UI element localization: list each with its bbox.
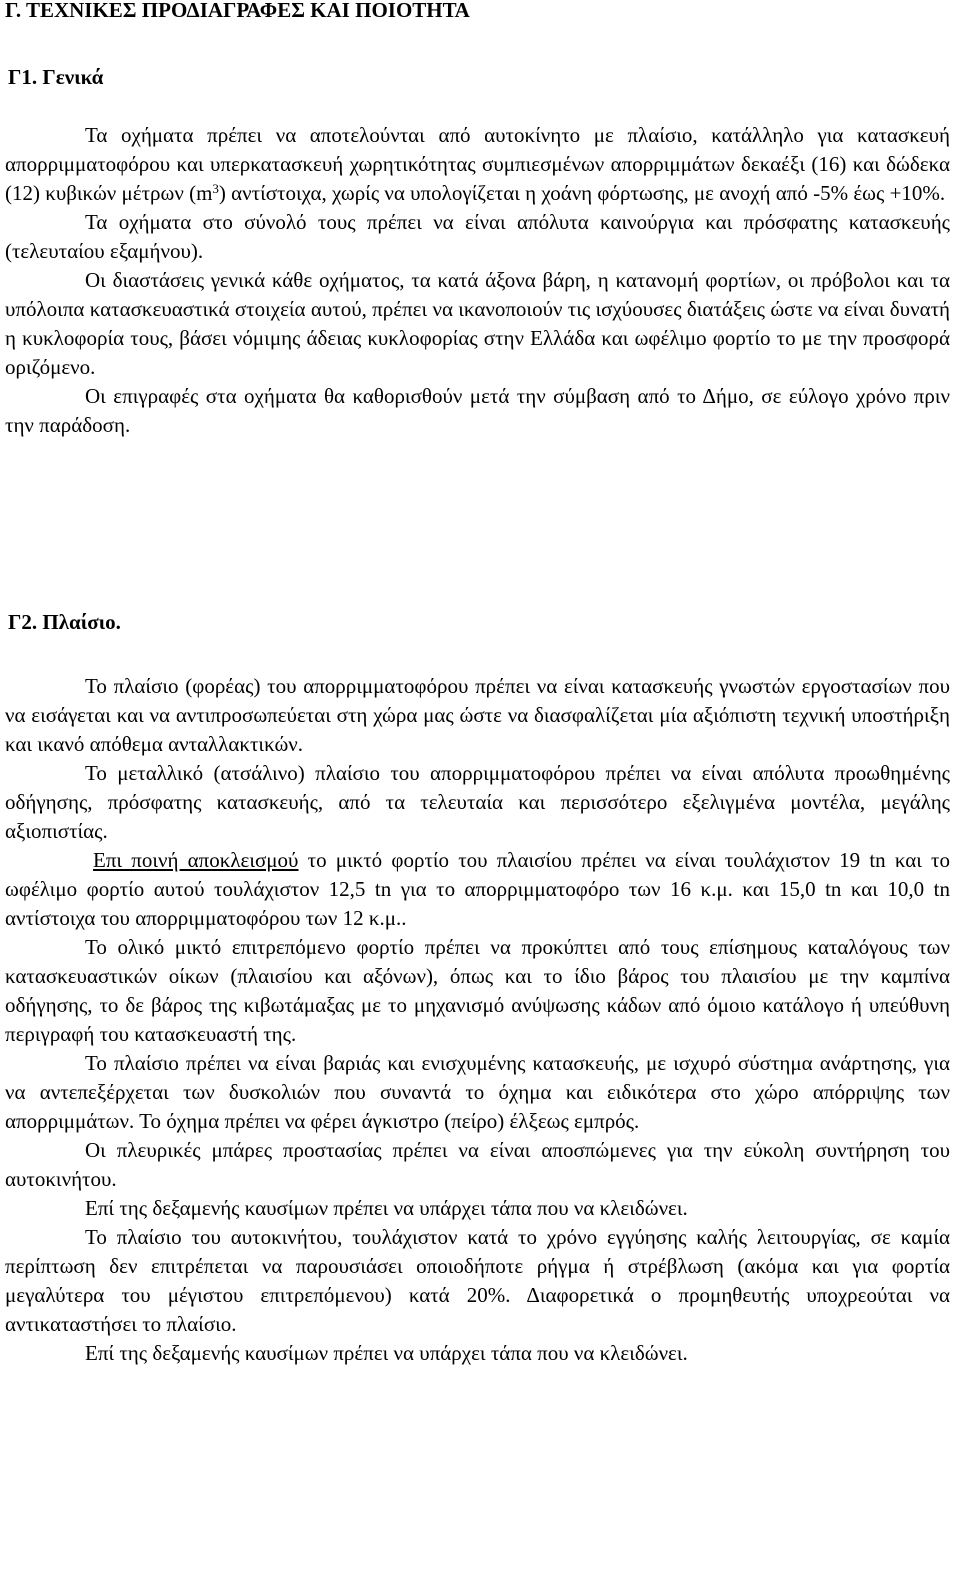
document-page (5, 0, 951, 1365)
paragraph: Το πλαίσιο (φορέας) του απορριμματοφόρου πρέπει να είναι κατασκευής γνωστών εργοστασίων που να εισάγεται και να αντιπροσωπεύεται στη χώρα μας ώστε να διασφαλίζεται μία αξιόπιστη τεχνική υποστήριξη και ικανό απόθεμα ανταλλακτικών. (5, 674, 950, 756)
paragraph: Το πλαίσιο πρέπει να είναι βαριάς και ενισχυμένης κατασκευής, με ισχυρό σύστημα ανάρτησης, για να αντεπεξέρχεται των δυσκολιών που συναντά το όχημα και ειδικότερα στο χώρο απόρριψης των απορριμμάτων. Το όχημα πρέπει να φέρει άγκιστρο (πείρο) έλξεως εμπρός. (5, 1051, 950, 1133)
underlined-text: Επι ποινή αποκλεισμού (93, 848, 299, 872)
paragraph: Επί της δεξαμενής καυσίμων πρέπει να υπάρχει τάπα που να κλειδώνει. (85, 1341, 688, 1365)
section-chassis-body (5, 672, 950, 1368)
paragraph: Τα οχήματα στο σύνολό τους πρέπει να είναι απόλυτα καινούργια και πρόσφατης κατασκευής (τελευταίου εξαμήνου). (5, 210, 950, 263)
paragraph-text: το μικτό φορτίο του πλαισίου πρέπει να είναι τουλάχιστον 19 tn και το ωφέλιμο φορτίο αυτού τουλάχιστον 12,5 tn για το απορριμματοφόρο των 16 κ.μ. και 15,0 tn και 10,0 tn αντίστοιχα του απορριμματοφόρου των 12 κ.μ.. (5, 848, 951, 930)
paragraph: Οι επιγραφές στα οχήματα θα καθορισθούν μετά την σύμβαση από το Δήμο, σε εύλογο χρόνο πριν την παράδοση. (5, 384, 950, 437)
paragraph: Το μεταλλικό (ατσάλινο) πλαίσιο του απορριμματοφόρου πρέπει να είναι απόλυτα προωθημένης οδήγησης, πρόσφατης κατασκευής, από τα τελευταία και περισσότερο εξελιγμένα μοντέλα, μεγάλης αξιοπιστίας. (5, 761, 950, 843)
paragraph-text: Τα οχήματα πρέπει να αποτελούνται από αυτοκίνητο με πλαίσιο, κατάλληλο για κατασκευή απορριμματοφόρου και υπερκατασκευή χωρητικότητας συμπιεσμένων απορριμμάτων δεκαέξι (16) και δώδεκα (12) κυβικών μέτρων (m (5, 123, 950, 205)
paragraph (5, 121, 950, 208)
paragraph (5, 846, 950, 933)
document-heading: Γ. ΤΕΧΝΙΚΕΣ ΠΡΟΔΙΑΓΡΑΦΕΣ ΚΑΙ ΠΟΙΟΤΗΤΑ (5, 0, 470, 22)
paragraph-text: ) αντίστοιχα, χωρίς να υπολογίζεται η χοάνη φόρτωσης, με ανοχή από -5% έως +10%. (218, 181, 946, 205)
section-title-chassis: Γ2. Πλαίσιο. (8, 610, 121, 634)
section-title-general: Γ1. Γενικά (8, 65, 104, 89)
paragraph: Επί της δεξαμενής καυσίμων πρέπει να υπάρχει τάπα που να κλειδώνει. (85, 1196, 688, 1220)
paragraph: Το πλαίσιο του αυτοκινήτου, τουλάχιστον κατά το χρόνο εγγύησης καλής λειτουργίας, σε καμία περίπτωση δεν επιτρέπεται να παρουσιάσει οποιοδήποτε ρήγμα ή στρέβλωση (ακόμα και για φορτία μεγαλύτερα του μέγιστου επιτρεπόμενου) κατά 20%. Διαφορετικά ο προμηθευτής υποχρεούται να αντικαταστήσει το πλαίσιο. (5, 1225, 950, 1336)
paragraph: Το ολικό μικτό επιτρεπόμενο φορτίο πρέπει να προκύπτει από τους επίσημους καταλόγους των κατασκευαστικών οίκων (πλαισίου και αξόνων), όπως και το ίδιο βάρος του πλαισίου με την καμπίνα οδήγησης, το δε βάρος της κιβωτάμαξας με το μηχανισμό ανύψωσης κάδων από όμοιο κατάλογο ή υπεύθυνη περιγραφή του κατασκευαστή της. (5, 935, 950, 1046)
section-general-body (5, 121, 950, 440)
paragraph: Οι πλευρικές μπάρες προστασίας πρέπει να είναι αποσπώμενες για την εύκολη συντήρηση του αυτοκινήτου. (5, 1138, 950, 1191)
superscript: 3 (212, 181, 219, 196)
paragraph: Οι διαστάσεις γενικά κάθε οχήματος, τα κατά άξονα βάρη, η κατανομή φορτίων, οι πρόβολοι και τα υπόλοιπα κατασκευαστικά στοιχεία αυτού, πρέπει να ικανοποιούν τις ισχύουσες διατάξεις ώστε να είναι δυνατή η κυκλοφορία τους, βάσει νόμιμης άδειας κυκλοφορίας στην Ελλάδα και ωφέλιμο φορτίο το με την προσφορά οριζόμενο. (5, 268, 950, 379)
